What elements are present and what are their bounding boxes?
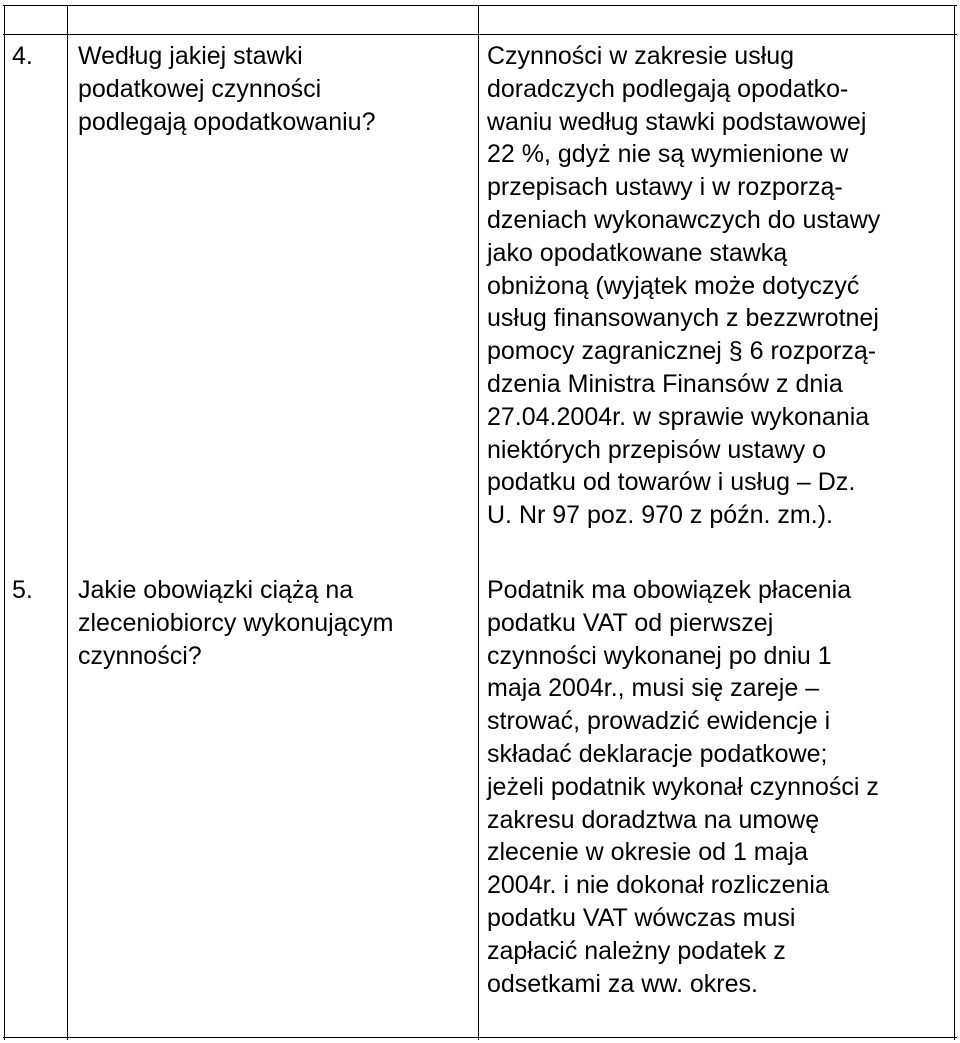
- answer-line: doradczych podlegają opodatko-: [487, 74, 849, 103]
- answer-line: waniu według stawki podstawowej: [487, 107, 867, 136]
- answer-line: Czynności w zakresie usług: [487, 42, 795, 70]
- answer-line: obniżoną (wyjątek może dotyczyć: [487, 271, 860, 300]
- table-border-bottom: [3, 1037, 957, 1038]
- answer-line: zlecenie w okresie od 1 maja: [487, 838, 808, 867]
- answer-line: 22 %, gdyż nie są wymienione w: [487, 140, 849, 169]
- answer-line: dzenia Ministra Finansów z dnia: [487, 369, 843, 398]
- question-line: czynności?: [78, 641, 202, 670]
- answer-line: podatku VAT wówczas musi: [487, 903, 796, 932]
- table-border-left: [4, 5, 5, 1040]
- answer-line: odsetkami za ww. okres.: [487, 969, 758, 998]
- answer-line: podatku od towarów i usług – Dz.: [487, 468, 856, 497]
- answer-line: 2004r. i nie dokonał rozliczenia: [487, 871, 829, 900]
- answer-line: dzeniach wykonawczych do ustawy: [487, 205, 881, 234]
- row-5-question: [78, 574, 393, 672]
- row-5-answer: [487, 574, 879, 1000]
- answer-line: pomocy zagranicznej § 6 rozporzą-: [487, 337, 877, 366]
- answer-line: jako opodatkowane stawką: [487, 238, 788, 267]
- answer-line: zakresu doradztwa na umowę: [487, 805, 820, 834]
- answer-line: podatku VAT od pierwszej: [487, 608, 774, 637]
- answer-line: Podatnik ma obowiązek płacenia: [487, 576, 852, 604]
- table-column-divider-1: [67, 5, 68, 1040]
- row-4-question: [78, 40, 375, 138]
- table-border-right: [954, 5, 955, 1040]
- answer-line: niektórych przepisów ustawy o: [487, 435, 827, 464]
- question-line: podlegają opodatkowaniu?: [78, 107, 376, 136]
- table-header-divider: [3, 34, 957, 35]
- answer-line: strować, prowadzić ewidencje i: [487, 707, 831, 736]
- question-line: zleceniobiorcy wykonującym: [78, 608, 394, 637]
- answer-line: 27.04.2004r. w sprawie wykonania: [487, 402, 870, 431]
- answer-line: jeżeli podatnik wykonał czynności z: [487, 772, 879, 801]
- answer-line: przepisach ustawy i w rozporzą-: [487, 173, 843, 202]
- question-line: podatkowej czynności: [78, 74, 322, 103]
- answer-line: czynności wykonanej po dniu 1: [487, 641, 832, 670]
- table-border-top: [3, 5, 957, 6]
- answer-line: zapłacić należny podatek z: [487, 936, 786, 965]
- question-line: Według jakiej stawki: [78, 42, 303, 70]
- answer-line: U. Nr 97 poz. 970 z późn. zm.).: [487, 501, 833, 530]
- row-5-number: 5.: [12, 576, 33, 604]
- question-line: Jakie obowiązki ciążą na: [78, 576, 354, 604]
- answer-line: usług finansowanych z bezzwrotnej: [487, 304, 879, 333]
- answer-line: składać deklaracje podatkowe;: [487, 739, 828, 768]
- answer-line: maja 2004r., musi się zareje –: [487, 674, 820, 703]
- row-4-answer: [487, 40, 880, 532]
- row-4-number: 4.: [12, 42, 33, 70]
- table-column-divider-2: [478, 5, 479, 1040]
